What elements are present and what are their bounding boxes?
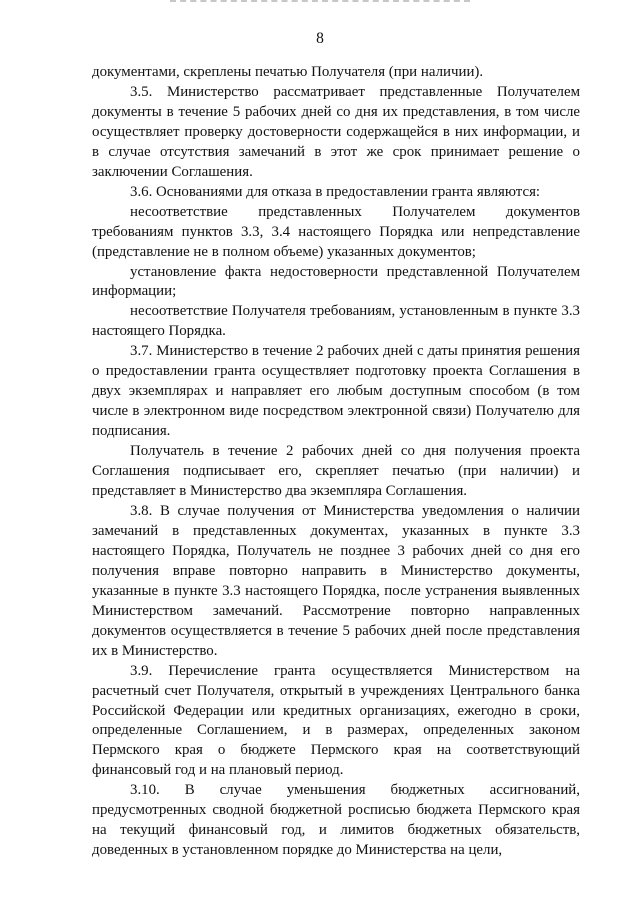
paragraph-3-9: 3.9. Перечисление гранта осуществляется Министерством на расчетный счет Получателя, открытый в учреждениях Центрального банка Российской Федерации или кредитных организациях, ежегодно в сроки, определенные Соглашением, и в размерах, определенных законом Пермского края о бюджете Пермского края на соответствующий финансовый год и на плановый период. <box>92 662 580 779</box>
paragraph-3-7-recipient: Получатель в течение 2 рабочих дней со дня получения проекта Соглашения подписывает его, скрепляет печатью (при наличии) и представляет в Министерство два экземпляра Соглашения. <box>92 443 580 500</box>
paragraph-3-7: 3.7. Министерство в течение 2 рабочих дней с даты принятия решения о предоставлении гранта осуществляет подготовку проекта Соглашения в двух экземплярах и направляет его любым доступным способом (в том числе в электронном виде посредством электронной связи) Получателю для подписания. <box>92 343 580 440</box>
list-item-recipient-mismatch: несоответствие Получателя требованиям, установленным в пункте 3.3 настоящего Порядка. <box>92 303 580 340</box>
paragraph-3-5: 3.5. Министерство рассматривает представленные Получателем документы в течение 5 рабочих дней со дня их представления, в том числе осуществляет проверку достоверности содержащейся в них информации, и в случае отсутствия замечаний в этот же срок принимает решение о заключении Соглашения. <box>92 83 580 180</box>
paragraph-3-8: 3.8. В случае получения от Министерства уведомления о наличии замечаний в представленных документах, указанных в пункте 3.3 настоящего Порядка, Получатель не позднее 3 рабочих дней со дня его получения вправе повторно направить в Министерство документы, указанные в пункте 3.3 настоящего Порядка, после устранения выявленных Министерством замечаний. Рассмотрение повторно направленных документов осуществляется в течение 5 рабочих дней после представления их в Министерство. <box>92 502 580 659</box>
list-item-false-information: установление факта недостоверности представленной Получателем информации; <box>92 263 580 300</box>
scan-header-artifact <box>170 0 470 5</box>
paragraph-continuation: документами, скреплены печатью Получателя (при наличии). <box>92 64 484 80</box>
paragraph-3-6: 3.6. Основаниями для отказа в предоставлении гранта являются: <box>130 183 541 200</box>
paragraph-3-10: 3.10. В случае уменьшения бюджетных ассигнований, предусмотренных сводной бюджетной росписью бюджета Пермского края на текущий финансовый год, и лимитов бюджетных обязательств, доведенных в установленном порядке до Министерства на цели, <box>92 782 580 859</box>
page-number: 8 <box>316 30 324 47</box>
document-body <box>92 63 580 861</box>
list-item-documents-mismatch: несоответствие представленных Получателем документов требованиям пунктов 3.3, 3.4 настоящего Порядка или непредставление (представление не в полном объеме) указанных документов; <box>92 203 580 260</box>
